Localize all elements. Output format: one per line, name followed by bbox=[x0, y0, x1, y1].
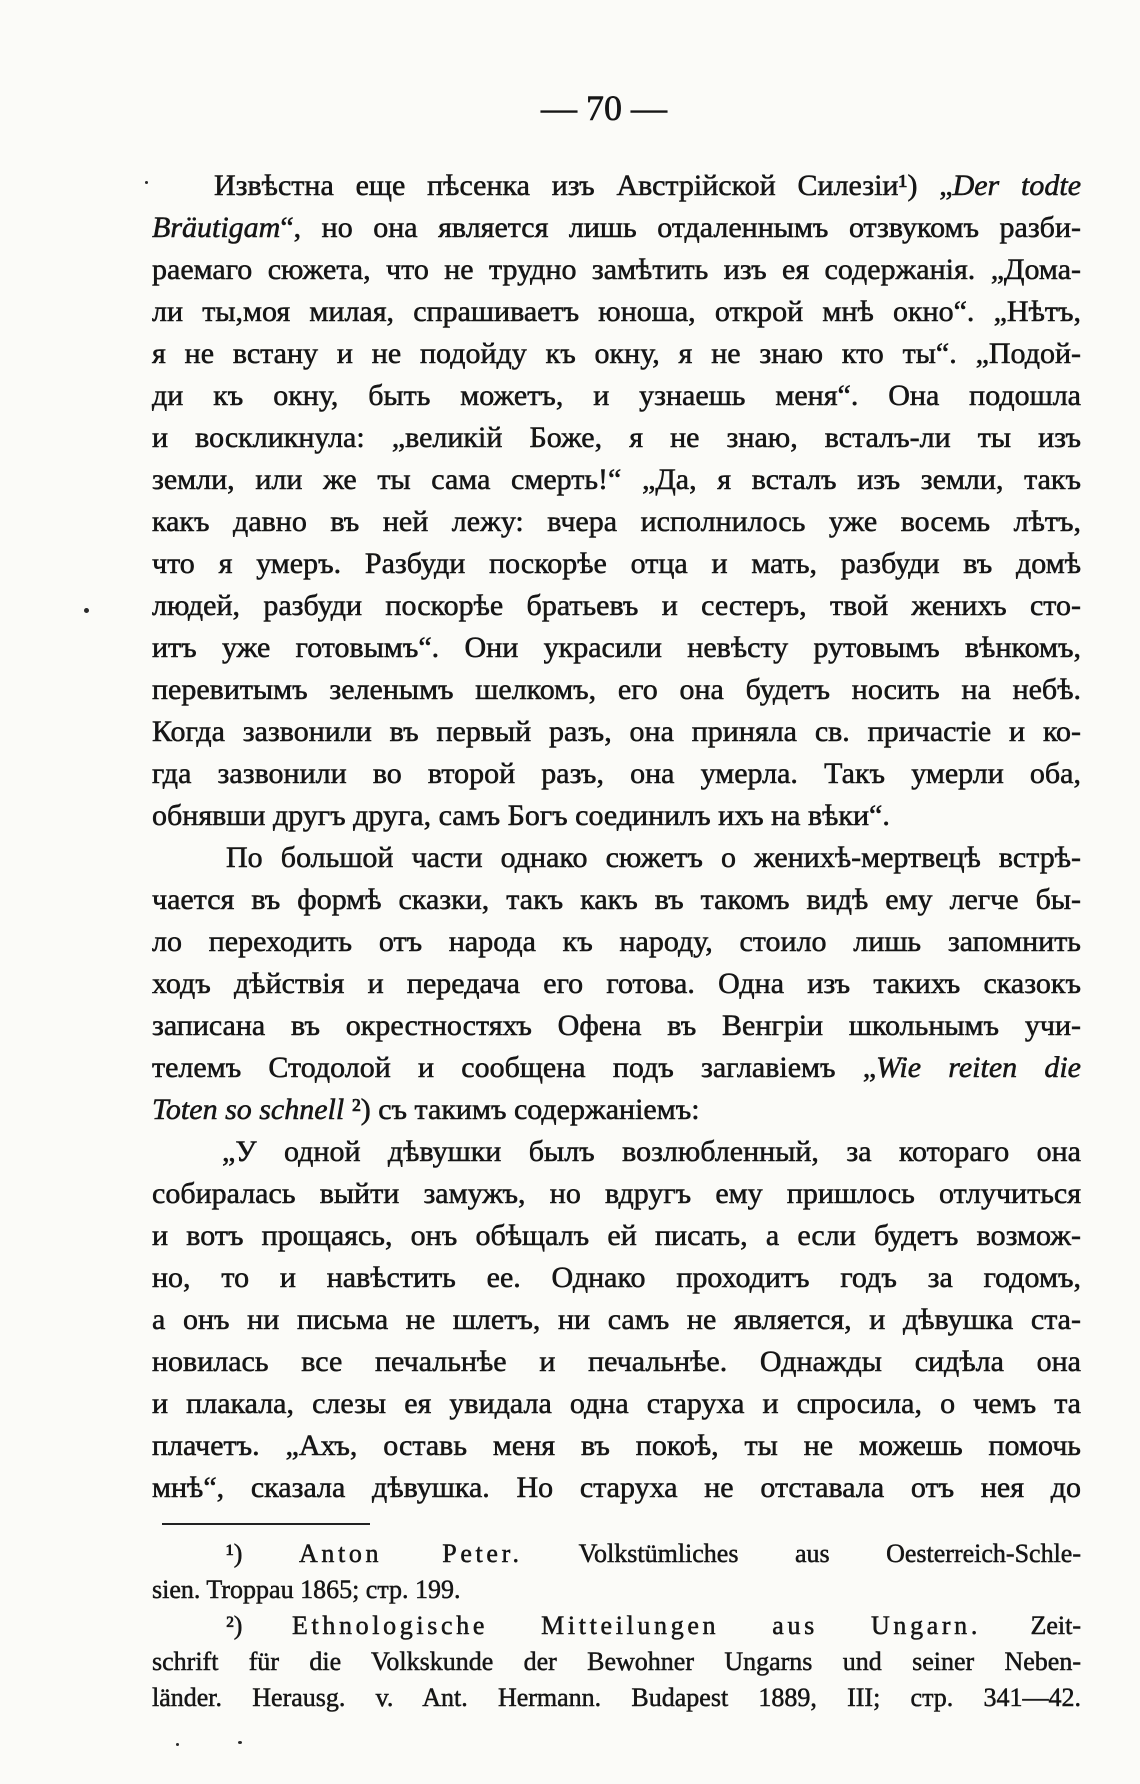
footnote-text: schrift für die Volkskunde der Bewohner Ungarns und seiner Neben- bbox=[152, 1647, 1081, 1676]
text-line bbox=[152, 249, 1081, 291]
paragraph bbox=[152, 165, 1081, 837]
text-line bbox=[152, 753, 1081, 795]
footnote-marker: ¹) bbox=[226, 1539, 299, 1568]
line-text: итъ уже готовымъ“. Они украсили невѣсту рутовымъ вѣнкомъ, bbox=[152, 631, 1081, 664]
footnote-text: sien. Troppau 1865; стр. 199. bbox=[152, 1575, 461, 1604]
scan-speck bbox=[84, 608, 89, 613]
footnotes bbox=[152, 1536, 1081, 1716]
text-line bbox=[152, 417, 1081, 459]
italic-title: Wie reiten die bbox=[876, 1051, 1081, 1084]
text-line bbox=[152, 1215, 1081, 1257]
footnote-line bbox=[152, 1680, 1081, 1716]
footnote bbox=[152, 1536, 1081, 1608]
text-line bbox=[152, 1299, 1081, 1341]
text-line bbox=[152, 1005, 1081, 1047]
text-line bbox=[152, 1089, 1081, 1131]
line-text: ди къ окну, быть можетъ, и узнаешь меня“. Она подошла bbox=[152, 379, 1081, 412]
line-text: а онъ ни письма не шлетъ, ни самъ не является, и дѣвушка ста- bbox=[152, 1303, 1081, 1336]
line-text: гда зазвонили во второй разъ, она умерла. Такъ умерли оба, bbox=[152, 757, 1081, 790]
text-line bbox=[152, 585, 1081, 627]
line-text: ло переходить отъ народа къ народу, стоило лишь запомнить bbox=[152, 925, 1081, 958]
line-text: земли, или же ты сама смерть!“ „Да, я всталъ изъ земли, такъ bbox=[152, 463, 1081, 496]
text-line bbox=[152, 207, 1081, 249]
text-line bbox=[152, 879, 1081, 921]
text-line bbox=[152, 333, 1081, 375]
text-line bbox=[152, 963, 1081, 1005]
line-text: мнѣ“, сказала дѣвушка. Но старуха не отставала отъ нея до bbox=[152, 1471, 1081, 1504]
text-line bbox=[152, 1047, 1081, 1089]
line-text: Когда зазвонили въ первый разъ, она приняла св. причастіе и ко- bbox=[152, 715, 1081, 748]
italic-title: Bräutigam bbox=[152, 211, 281, 244]
text-line bbox=[152, 1467, 1081, 1509]
line-text: собиралась выйти замужъ, но вдругъ ему пришлось отлучиться bbox=[152, 1177, 1081, 1210]
text-line bbox=[152, 795, 1081, 837]
line-text: я не встану и не подойду къ окну, я не знаю кто ты“. „Подой- bbox=[152, 337, 1081, 370]
footnote-author: Anton Peter. bbox=[298, 1539, 523, 1568]
footnote-text: Zeit- bbox=[980, 1611, 1081, 1640]
italic-title: Der todte bbox=[952, 169, 1082, 202]
footnote-line bbox=[152, 1608, 1081, 1644]
line-text: перевитымъ зеленымъ шелкомъ, его она будетъ носить на небѣ. bbox=[152, 673, 1081, 706]
text-line bbox=[152, 165, 1081, 207]
line-text: плачетъ. „Ахъ, оставь меня въ покоѣ, ты не можешь помочь bbox=[152, 1429, 1081, 1462]
text-line bbox=[152, 375, 1081, 417]
line-text: новилась все печальнѣе и печальнѣе. Однажды сидѣла она bbox=[152, 1345, 1081, 1378]
text-line bbox=[152, 1383, 1081, 1425]
line-text: и плакала, слезы ея увидала одна старуха и спросила, о чемъ та bbox=[152, 1387, 1081, 1420]
line-text: какъ давно въ ней лежу: вчера исполнилось уже восемь лѣтъ, bbox=[152, 505, 1081, 538]
line-text: что я умеръ. Разбуди поскорѣе отца и мать, разбуди въ домѣ bbox=[152, 547, 1081, 580]
footnote-rule bbox=[162, 1523, 370, 1525]
footnote-marker: ²) bbox=[226, 1611, 292, 1640]
line-text: „У одной дѣвушки былъ возлюбленный, за котораго она bbox=[222, 1135, 1081, 1168]
text-line bbox=[152, 459, 1081, 501]
footnote-text: länder. Herausg. v. Ant. Hermann. Budapest 1889, III; стр. 341—42. bbox=[152, 1683, 1081, 1712]
scan-speck bbox=[176, 1743, 179, 1746]
text-line bbox=[152, 669, 1081, 711]
text-line bbox=[152, 627, 1081, 669]
footnote-text: Volkstümliches aus Oesterreich-Schle- bbox=[522, 1539, 1081, 1568]
footnote-source-title: Ethnologische Mitteilungen aus Ungarn. bbox=[291, 1611, 981, 1640]
text-line bbox=[152, 921, 1081, 963]
text-line bbox=[152, 1341, 1081, 1383]
text-line bbox=[152, 543, 1081, 585]
text-line bbox=[152, 1425, 1081, 1467]
line-text: телемъ Стодолой и сообщена подъ заглавіемъ „ bbox=[152, 1051, 877, 1084]
main-text bbox=[152, 165, 1081, 1509]
scan-speck bbox=[238, 1741, 242, 1744]
footnote bbox=[152, 1608, 1081, 1716]
text-line bbox=[152, 291, 1081, 333]
line-text: записана въ окрестностяхъ Офена въ Венгріи школьнымъ учи- bbox=[152, 1009, 1081, 1042]
line-text: ²) съ такимъ содержаніемъ: bbox=[344, 1093, 700, 1126]
footnote-line bbox=[152, 1644, 1081, 1680]
page-number: — 70 — bbox=[541, 88, 667, 128]
line-text: но, то и навѣстить ее. Однако проходитъ годъ за годомъ, bbox=[152, 1261, 1081, 1294]
line-text: По большой части однако сюжетъ о женихѣ-мертвецѣ встрѣ- bbox=[226, 841, 1081, 874]
footnote-line bbox=[152, 1536, 1081, 1572]
text-line bbox=[152, 711, 1081, 753]
footnote-line bbox=[152, 1572, 1081, 1608]
text-line bbox=[152, 1257, 1081, 1299]
paragraph bbox=[152, 837, 1081, 1131]
text-line bbox=[152, 1173, 1081, 1215]
line-text: и вотъ прощаясь, онъ обѣщалъ ей писать, а если будетъ возмож- bbox=[152, 1219, 1081, 1252]
line-text: и воскликнула: „великій Боже, я не знаю, всталъ-ли ты изъ bbox=[152, 421, 1081, 454]
line-text: чается въ формѣ сказки, такъ какъ въ такомъ видѣ ему легче бы- bbox=[152, 883, 1081, 916]
paragraph bbox=[152, 1131, 1081, 1509]
text-line bbox=[152, 1131, 1081, 1173]
line-text: обнявши другъ друга, самъ Богъ соединилъ ихъ на вѣки“. bbox=[152, 799, 890, 832]
text-line bbox=[152, 837, 1081, 879]
scan-speck bbox=[145, 181, 148, 184]
line-text: ходъ дѣйствія и передача его готова. Одна изъ такихъ сказокъ bbox=[152, 967, 1081, 1000]
line-text: Извѣстна еще пѣсенка изъ Австрійской Силезіи¹) „ bbox=[214, 169, 953, 202]
line-text: ли ты,моя милая, спрашиваетъ юноша, открой мнѣ окно“. „Нѣтъ, bbox=[152, 295, 1081, 328]
text-line bbox=[152, 501, 1081, 543]
line-text: “, но она является лишь отдаленнымъ отзвукомъ разби- bbox=[280, 211, 1081, 244]
line-text: раемаго сюжета, что не трудно замѣтить изъ ея содержанія. „Дома- bbox=[152, 253, 1081, 286]
line-text: людей, разбуди поскорѣе братьевъ и сестеръ, твой женихъ сто- bbox=[152, 589, 1081, 622]
italic-title: Toten so schnell bbox=[152, 1093, 345, 1126]
